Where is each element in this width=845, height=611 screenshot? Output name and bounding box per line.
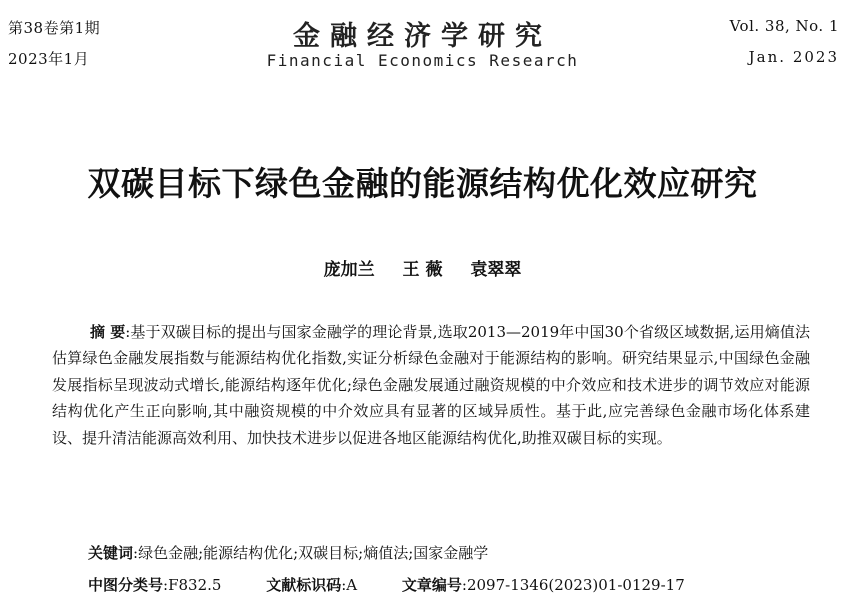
date-en: Jan. 2023 [748,48,839,66]
volume-issue-en: Vol. 38, No. 1 [729,17,839,35]
document-code [266,574,357,595]
abstract-label: 摘 要 [90,323,126,341]
keywords [88,542,488,563]
journal-title-en: Financial Economics Research [266,51,579,70]
abstract [52,319,810,451]
keywords-label: 关键词 [88,544,134,562]
classification-line [88,574,685,595]
author-3: 袁翠翠 [470,260,522,280]
date-cn: 2023年1月 [8,50,90,68]
volume-issue-cn: 第38卷第1期 [8,19,101,37]
journal-title-cn: 金融经济学研究 [293,21,552,52]
author-2: 王 薇 [402,260,443,280]
clc-value: :F832.5 [163,576,222,594]
article-no-value: :2097-1346(2023)01-0129-17 [461,576,685,594]
doc-code-label: 文献标识码 [266,576,342,594]
article-title: 双碳目标下绿色金融的能源结构优化效应研究 [87,164,758,203]
clc-number [88,574,221,595]
abstract-text: :基于双碳目标的提出与国家金融学的理论背景,选取2013—2019年中国30个省级区域数据,运用熵值法估算绿色金融发展指数与能源结构优化指数,实证分析绿色金融对于能源结构的影响。研究结果显示,中国绿色金融发展指标呈现波动式增长,能源结构逐年优化;绿色金融发展通过融资规模的中介效应和技术进步的调节效应对能源结构优化产生正向影响,其中融资规模的中介效应具有显著的区域异质性。基于此,应完善绿色金融市场化体系建设、提升清洁能源高效利用、加快技术进步以促进各地区能源结构优化,助推双碳目标的实现。 [52,323,810,447]
keywords-text: :绿色金融;能源结构优化;双碳目标;熵值法;国家金融学 [133,544,489,562]
doc-code-value: :A [341,576,358,594]
author-list [0,255,845,280]
clc-label: 中图分类号 [88,576,164,594]
article-number [402,574,685,595]
article-no-label: 文章编号 [401,576,462,594]
author-1: 庞加兰 [323,260,375,280]
